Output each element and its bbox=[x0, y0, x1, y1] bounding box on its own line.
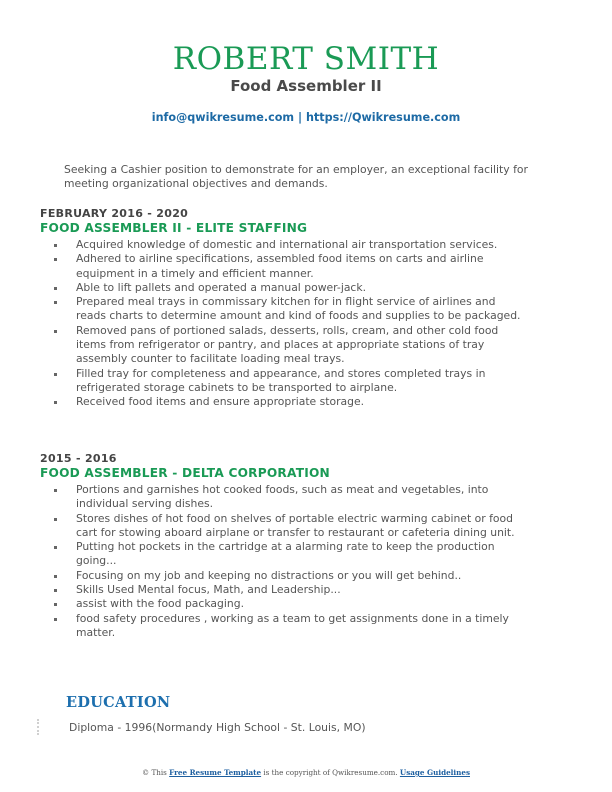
candidate-title: Food Assembler II bbox=[230, 77, 382, 95]
education-entry: Diploma - 1996(Normandy High School - St. Louis, MO) bbox=[69, 721, 366, 734]
divider bbox=[37, 719, 39, 735]
summary: Seeking a Cashier position to demonstrate for an employer, an exceptional facility for meeting organizational objectives and demands. bbox=[64, 163, 528, 191]
bullet-item: Prepared meal trays in commissary kitchen for in flight service of airlines and reads charts to determine amount and kind of foods and supplies to be packaged. bbox=[76, 295, 526, 324]
usage-guidelines-link[interactable]: Usage Guidelines bbox=[399, 768, 470, 777]
footer-prefix: © This bbox=[141, 768, 170, 777]
bullet-item: Putting hot pockets in the cartridge at a alarming rate to keep the production going... bbox=[76, 540, 526, 569]
experience-entry bbox=[40, 452, 540, 640]
bullet-item: assist with the food packaging. bbox=[76, 597, 526, 611]
job-dates: FEBRUARY 2016 - 2020 bbox=[40, 207, 189, 220]
candidate-name: ROBERT SMITH bbox=[172, 41, 440, 77]
job-role: FOOD ASSEMBLER II - ELITE STAFFING bbox=[40, 221, 308, 235]
bullet-item: Focusing on my job and keeping no distractions or you will get behind.. bbox=[76, 569, 526, 583]
footer bbox=[0, 768, 612, 778]
education-heading: EDUCATION bbox=[66, 694, 171, 711]
bullet-item: Able to lift pallets and operated a manual power-jack. bbox=[76, 281, 526, 295]
job-role: FOOD ASSEMBLER - DELTA CORPORATION bbox=[40, 466, 330, 480]
bullet-item: Filled tray for completeness and appearance, and stores completed trays in refrigerated storage cabinets to be transported to airplane. bbox=[76, 367, 526, 396]
bullet-item: Acquired knowledge of domestic and international air transportation services. bbox=[76, 238, 526, 252]
bullet-item: Skills Used Mental focus, Math, and Leadership... bbox=[76, 583, 526, 597]
bullet-item: Received food items and ensure appropriate storage. bbox=[76, 395, 526, 409]
bullet-item: Removed pans of portioned salads, desserts, rolls, cream, and other cold food items from refrigerator or pantry, and places at appropriate stations of tray assembly counter to facilitate loading meal trays. bbox=[76, 324, 526, 367]
free-resume-template-link[interactable]: Free Resume Template bbox=[169, 768, 262, 777]
bullet-item: Portions and garnishes hot cooked foods, such as meat and vegetables, into individual serving dishes. bbox=[76, 483, 526, 512]
bullet-item: food safety procedures , working as a team to get assignments done in a timely matter. bbox=[76, 612, 526, 641]
job-bullets bbox=[40, 483, 540, 640]
bullet-item: Stores dishes of hot food on shelves of portable electric warming cabinet or food cart for stowing aboard airplane or transfer to restaurant or cafeteria dining unit. bbox=[76, 512, 526, 541]
bullet-item: Adhered to airline specifications, assembled food items on carts and airline equipment in a timely and efficient manner. bbox=[76, 252, 526, 281]
contact-info[interactable]: info@qwikresume.com | https://Qwikresume.com bbox=[151, 111, 461, 124]
experience-entry bbox=[40, 207, 540, 410]
job-bullets bbox=[40, 238, 540, 410]
job-dates: 2015 - 2016 bbox=[40, 452, 117, 465]
footer-middle: is the copyright of Qwikresume.com. bbox=[261, 768, 400, 777]
